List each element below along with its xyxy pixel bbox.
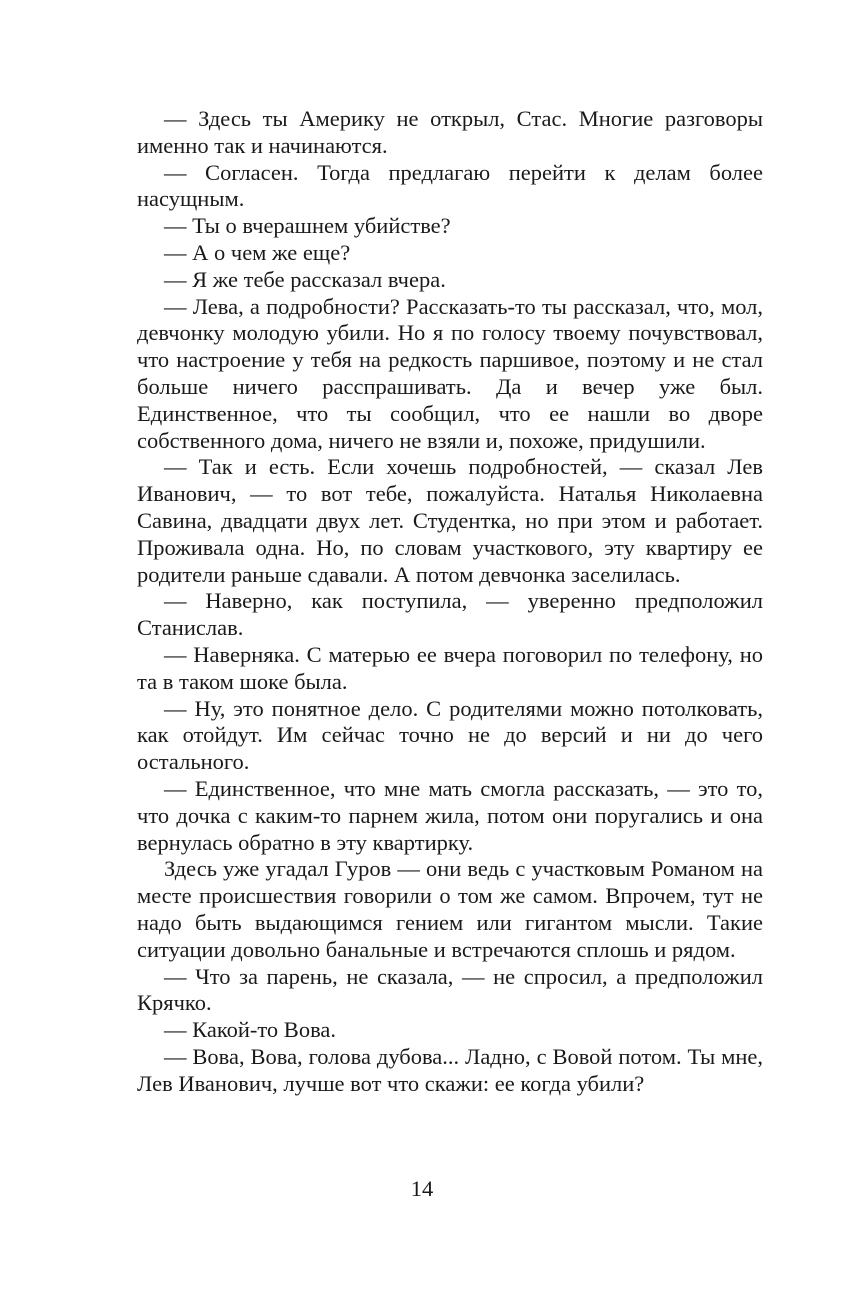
paragraph: — Лева, а подробности? Рассказать-то ты рассказал, что, мол, девчонку молодую убили. Но я по голосу твоему почувствовал, что настроение у тебя на редкость паршивое, поэтому и не стал больше ничего расспрашивать. Да и вечер уже был. Единственное, что ты сообщил, что ее нашли во дворе собственного дома, ничего не взяли и, похоже, придушили. [137,293,763,453]
paragraph: — Я же тебе рассказал вчера. [164,266,446,292]
body-text [137,106,763,1097]
paragraph: — Согласен. Тогда предлагаю перейти к делам более насущным. [137,159,763,212]
paragraph: Здесь уже угадал Гуров — они ведь с участковым Романом на месте происшествия говорили о том же самом. Впрочем, тут не надо быть выдающимся гением или гигантом мысли. Такие ситуации довольно банальные и встречаются сплошь и рядом. [137,856,763,962]
paragraph: — Единственное, что мне мать смогла рассказать, — это то, что дочка с каким-то парнем жила, потом они поругались и она вернулась обратно в эту квартирку. [137,775,763,855]
paragraph: — А о чем же еще? [164,239,351,265]
paragraph: — Здесь ты Америку не открыл, Стас. Многие разговоры именно так и начинаются. [137,106,763,158]
paragraph: — Ну, это понятное дело. С родителями можно потолковать, как отойдут. Им сейчас точно не до версий и ни до чего остального. [137,695,763,775]
paragraph: — Какой-то Вова. [164,1017,337,1043]
paragraph: — Ты о вчерашнем убийстве? [164,213,451,239]
paragraph: — Наверняка. С матерью ее вчера поговорил по телефону, но та в таком шоке была. [137,641,763,694]
paragraph: — Так и есть. Если хочешь подробностей, — сказал Лев Иванович, — то вот тебе, пожалуйста. Наталья Николаевна Савина, двадцати двух лет. Студентка, но при этом и работает. Проживала одна. Но, по словам участкового, эту квартиру ее родители раньше сдавали. А потом девчонка заселилась. [137,454,763,587]
page-number: 14 [410,1176,434,1201]
paragraph: — Что за парень, не сказала, — не спросил, а предположил Крячко. [137,963,763,1016]
paragraph: — Наверно, как поступила, — уверенно предположил Станислав. [137,588,763,641]
paragraph: — Вова, Вова, голова дубова... Ладно, с Вовой потом. Ты мне, Лев Иванович, лучше вот что скажи: ее когда убили? [137,1043,763,1096]
